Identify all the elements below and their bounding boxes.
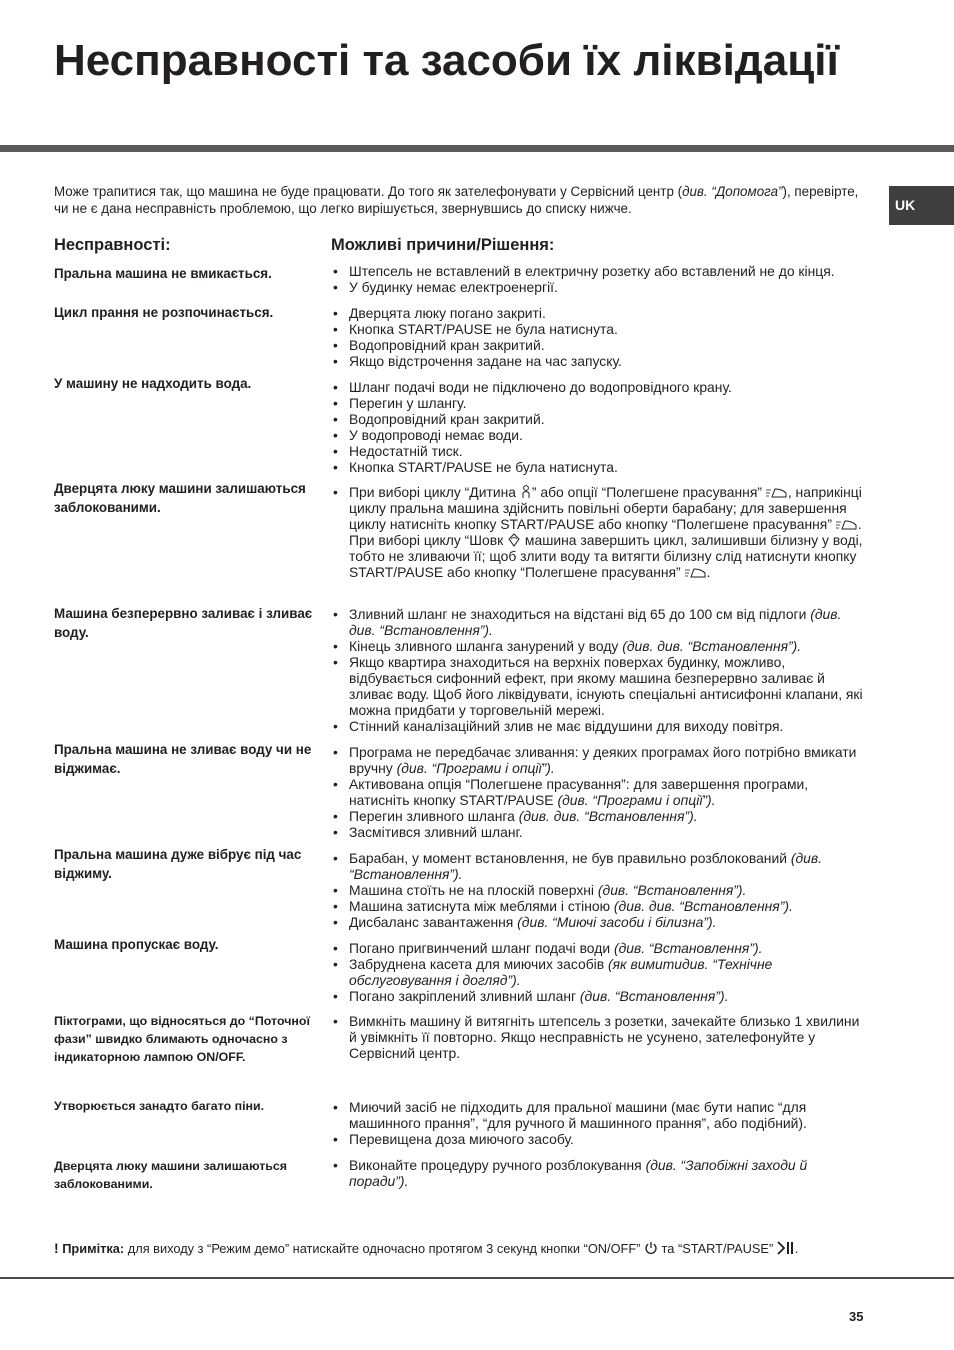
list-item: • Вимкніть машину й витягніть штепсель з розетки, зачекайте близько 1 хвилини й увімкніть її повторно. Якщо несправність не усунено, зателефонуйте у Сервісний центр. [331,1013,866,1061]
solution-list [331,263,866,295]
note-text: та “START/PAUSE” [658,1241,777,1256]
easy-iron-icon [766,487,788,499]
list-item: • Машина стоїть не на плоскій поверхні (див. “Встановлення”). [331,882,866,898]
child-program-icon [520,485,532,499]
list-item: • Виконайте процедуру ручного розблокування (див. “Запобіжні заходи й поради”). [331,1157,866,1189]
solution-list [331,850,866,930]
fault-label: Машина безперервно заливає і зливає воду. [54,606,313,640]
solution-list [331,379,866,475]
fault-label: Пральна машина дуже вібрує під час віджиму. [54,847,302,881]
intro-paragraph [54,183,874,217]
list-item: • Погано пригвинчений шланг подачі води (див. “Встановлення”). [331,940,866,956]
demo-mode-note [54,1239,874,1258]
list-item: • При виборі циклу “Дитина ” або опції “Полегшене прасування” , наприкінці циклу пральна машина здійснить повільні оберти барабану; для завершення циклу натисніть кнопку START/PAUSE або кнопку “Полегшене прасування” . При виборі циклу “Шовк машина завершить цикл, залишивши білизну у воді, тобто не зливаючи її; щоб злити воду та витягти білизну слід натиснути кнопку START/PAUSE або кнопку “Полегшене прасування” . [331,484,866,580]
list-item: • У водопроводі немає води. [331,427,866,443]
list-item: • Якщо відстрочення задане на час запуску. [331,353,866,369]
fault-label: Машина пропускає воду. [54,937,219,952]
list-item: • Кнопка START/PAUSE не була натиснута. [331,459,866,475]
silk-program-icon [507,533,521,547]
page-number: 35 [849,1309,864,1324]
list-item: • Зливний шланг не знаходиться на відстані від 65 до 100 см від підлоги (див. див. “Встановлення”). [331,606,866,638]
note-exclamation: ! [54,1240,59,1256]
solution-list [331,484,866,580]
note-text: . [794,1241,799,1256]
footer-divider [0,1277,954,1279]
list-item: • Перегин зливного шланга (див. див. “Встановлення”). [331,808,866,824]
solution-list [331,1013,866,1061]
note-label: Примітка: [62,1241,125,1256]
list-item: • Дверцята люку погано закриті. [331,305,866,321]
list-item: • Якщо квартира знаходиться на верхніх поверхах будинку, можливо, відбувається сифонний ефект, при якому машина безперервно заливає й зливає воду. Щоб його ліквідувати, існують спеціальні антисифонні клапани, які можна придбати у торговельній мережі. [331,654,866,718]
list-item: • Стінний каналізаційний злив не має віддушини для виходу повітря. [331,718,866,734]
fault-label: Пральна машина не зливає воду чи не віджимає. [54,742,312,776]
causes-header: Можливі причини/Рішення: [331,236,555,254]
title-divider [0,145,954,152]
fault-label: Пральна машина не вмикається. [54,266,272,281]
list-item: • Погано закріплений зливний шланг (див. “Встановлення”). [331,988,866,1004]
easy-iron-icon [685,567,707,579]
list-item: • Програма не передбачає зливання: у деяких програмах його потрібно вмикати вручну (див. “Програми і опції”). [331,744,866,776]
list-item: • Засмітився зливний шланг. [331,824,866,840]
faults-header: Несправності: [54,236,171,254]
list-item: • Кінець зливного шланга занурений у воду (див. див. “Встановлення”). [331,638,866,654]
fault-label: У машину не надходить вода. [54,376,252,391]
list-item: • Барабан, у момент встановлення, не був правильно розблокований (див. “Встановлення”). [331,850,866,882]
list-item: • Миючий засіб не підходить для пральної машини (має бути напис “для машинного прання”, “для ручного й машинного прання”, або подібний). [331,1099,866,1131]
solution-list [331,305,866,369]
solution-list [331,606,866,734]
intro-text-a: Може трапитися так, що машина не буде працювати. До того як зателефонувати у Сервісний центр ( [54,184,683,199]
list-item: • Водопровідний кран закритий. [331,337,866,353]
easy-iron-icon [836,519,858,531]
list-item: • Шланг подачі води не підключено до водопровідного крану. [331,379,866,395]
list-item: • Активована опція “Полегшене прасування”: для завершення програми, натисніть кнопку START/PAUSE (див. “Програми і опції”). [331,776,866,808]
intro-text-b: ), перевірте, чи не є дана несправність проблемою, що легко вирішується, звернувшись до списку нижче. [54,184,859,216]
list-item: • Перегин у шлангу. [331,395,866,411]
page-title: Несправності та засоби їх ліквідації [54,36,839,85]
list-item: • Кнопка START/PAUSE не була натиснута. [331,321,866,337]
language-tab: UK [889,186,954,225]
note-text: для виходу з “Режим демо” натискайте одночасно протягом 3 секунд кнопки “ON/OFF” [124,1241,644,1256]
list-item: • Машина затиснута між меблями і стіною (див. див. “Встановлення”). [331,898,866,914]
list-item: • У будинку немає електроенергії. [331,279,866,295]
intro-reference: див. “Допомога” [682,184,783,199]
list-item: • Водопровідний кран закритий. [331,411,866,427]
list-item: • Забруднена касета для миючих засобів (як вимитидив. “Технічне обслуговування і догляд”). [331,956,866,988]
fault-label: Піктограми, що відносяться до “Поточної фази” швидко блимають одночасно з індикаторною лампою ON/OFF. [54,1014,310,1064]
list-item: • Дисбаланс завантаження (див. “Миючі засоби і білизна”). [331,914,866,930]
solution-list [331,940,866,1004]
start-pause-icon [777,1241,795,1255]
solution-list [331,744,866,840]
power-icon [644,1241,658,1255]
list-item: • Недостатній тиск. [331,443,866,459]
fault-label: Дверцята люку машини залишаються заблокованими. [54,481,306,515]
list-item: • Штепсель не вставлений в електричну розетку або вставлений не до кінця. [331,263,866,279]
fault-label: Утворюється занадто багато піни. [54,1099,265,1113]
solution-list [331,1099,866,1147]
fault-label: Цикл прання не розпочинається. [54,305,274,320]
fault-label: Дверцята люку машини залишаються заблокованими. [54,1159,288,1191]
solution-list [331,1157,866,1189]
list-item: • Перевищена доза миючого засобу. [331,1131,866,1147]
